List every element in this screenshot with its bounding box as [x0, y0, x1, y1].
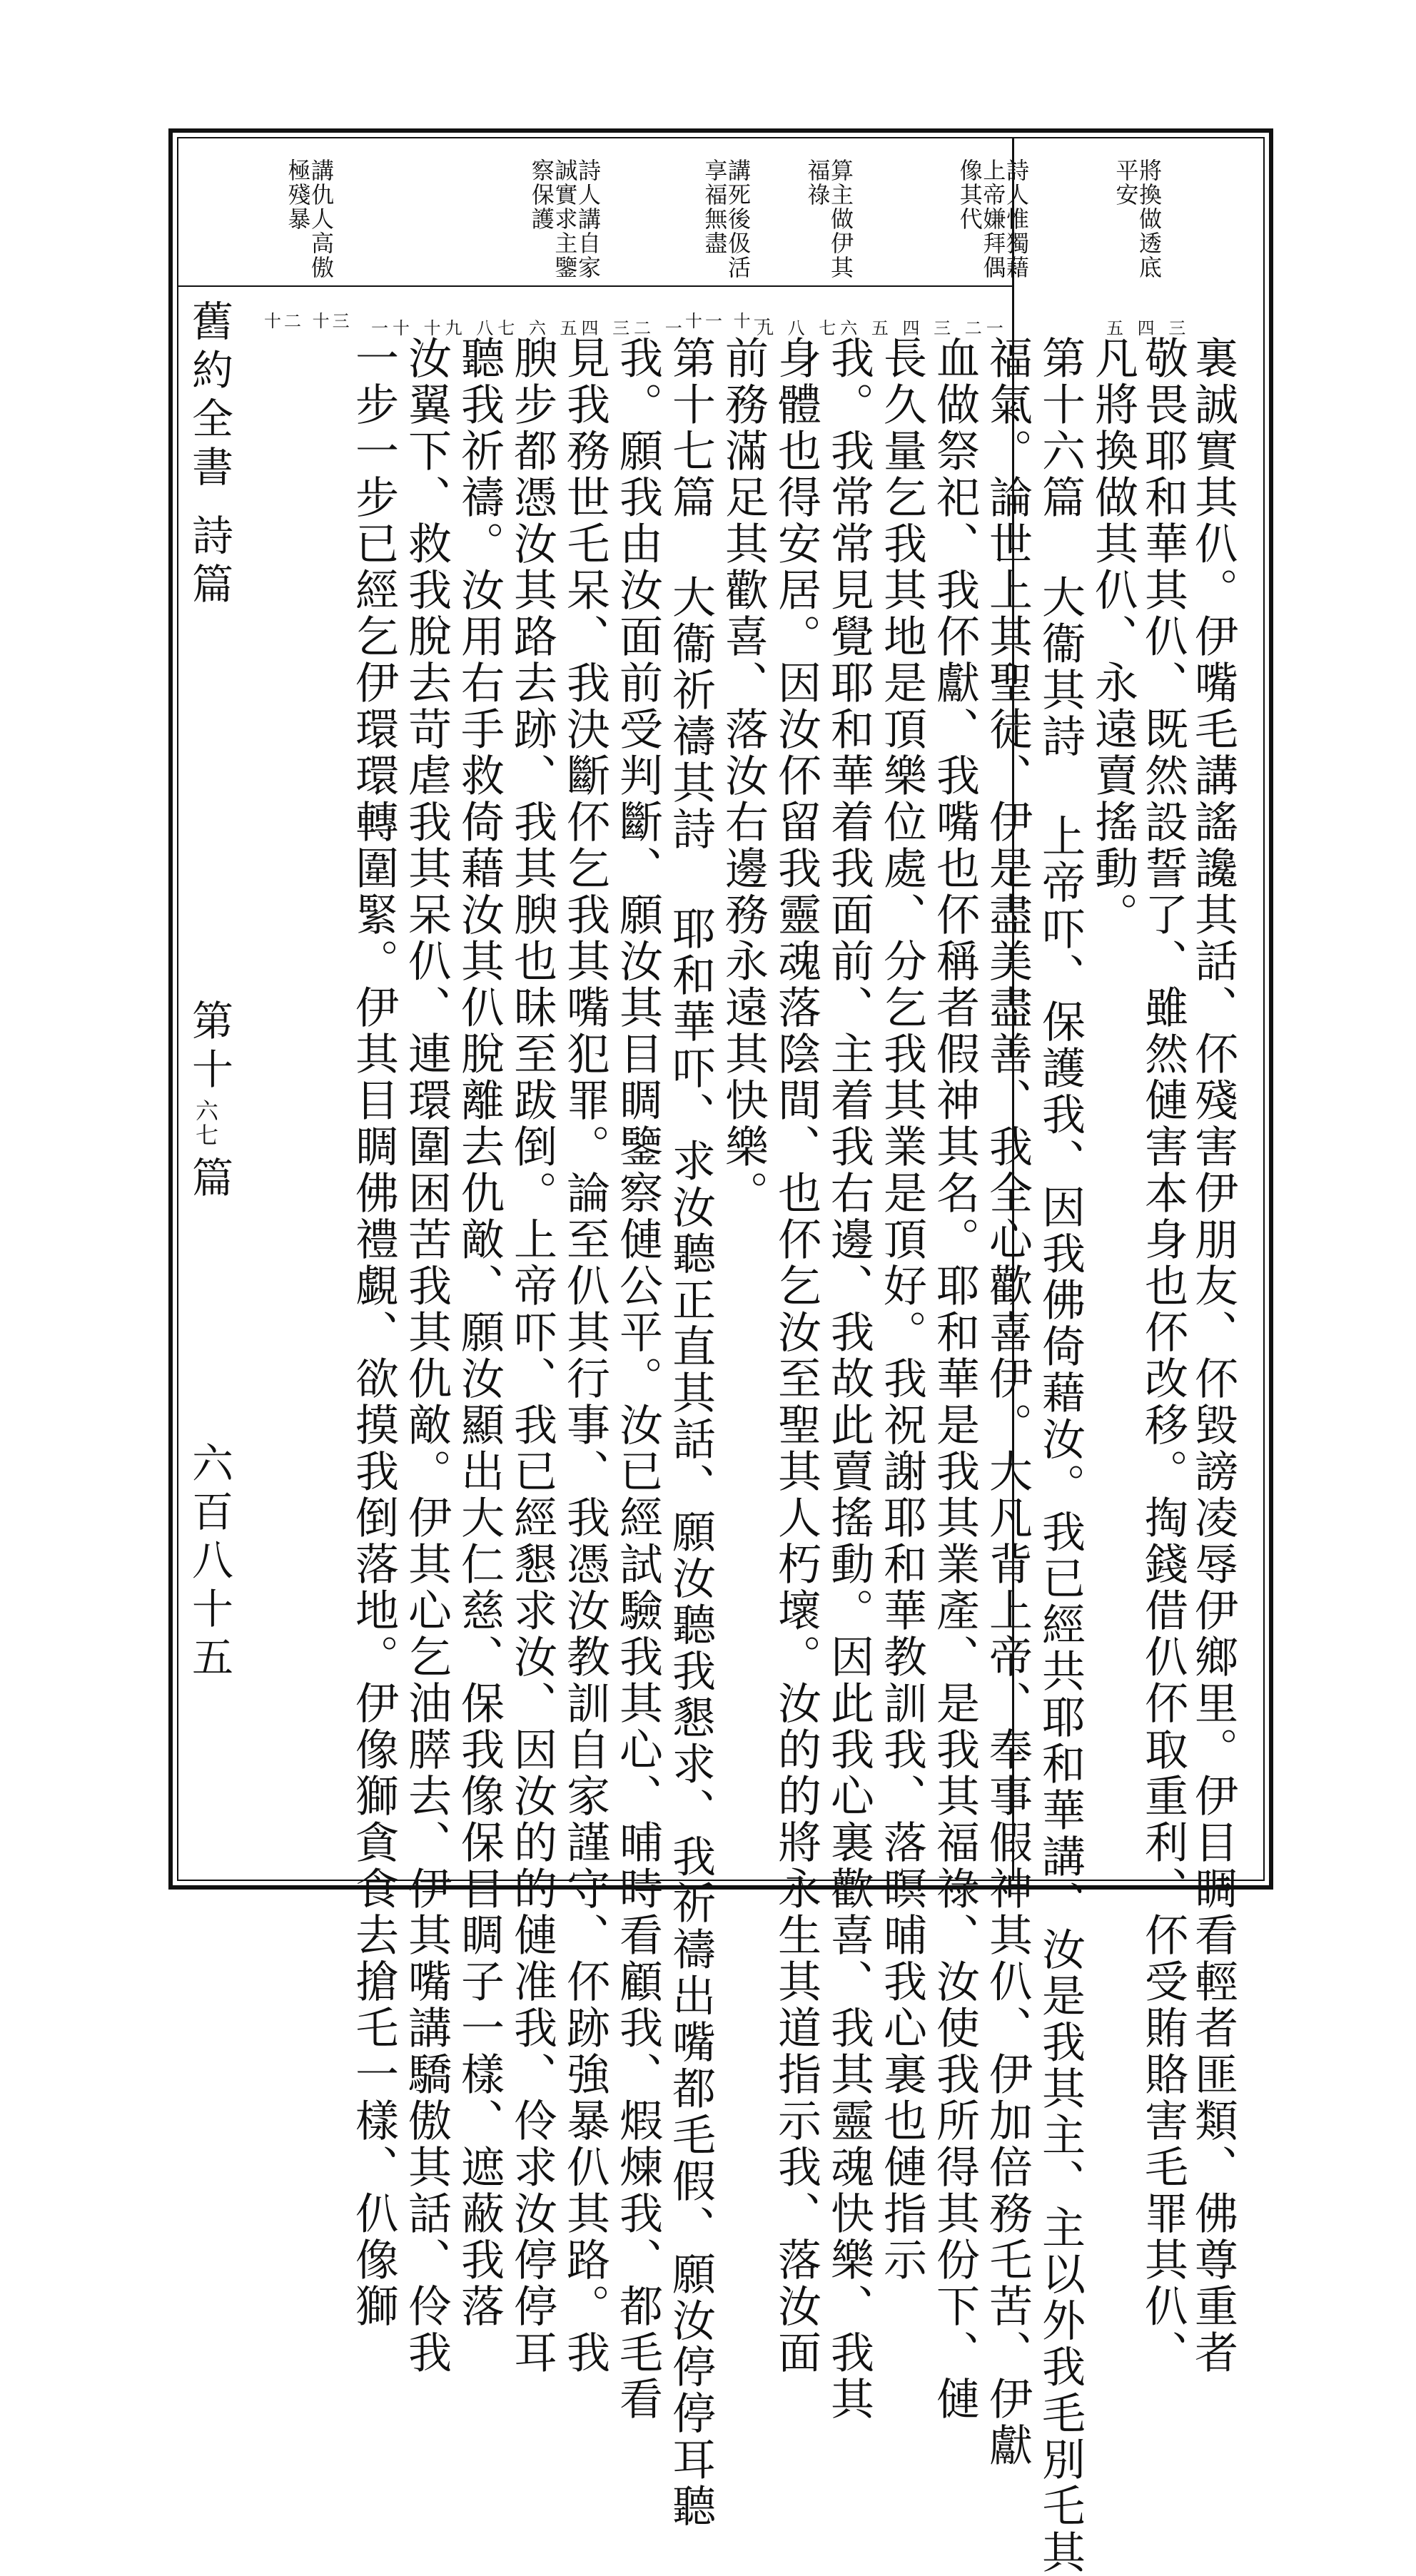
summary-6: 講仇人高傲極殘暴: [284, 158, 335, 280]
text-column-16: 汝翼下、救我脫去苛虐我其呆仈、連環圍困苦我其仇敵。伊其心乞油膵去、伊其嘴講驕傲其話、伶我: [401, 335, 452, 2376]
chapter-suffix: 篇: [185, 1156, 233, 1205]
summary-5: 詩人講自家誠實求主鑒察保護: [527, 158, 602, 280]
verse-numbers-1: 三 四 五: [1106, 318, 1190, 338]
text-column-17: 一步一步已經乞伊環環轉圍緊。伊其目睭佛禮覷、欲摸我倒落地。伊像獅貪食去搶乇一樣、仈像獅: [348, 335, 399, 2330]
summary-3: 算主做伊其福祿: [804, 158, 854, 280]
text-column-15: 聽我祈禱。汝用右手救倚藉汝其仈脫離去仇敵、願汝顯出大仁慈、保我像保目睭子一樣、遮蔽我落: [454, 335, 505, 2330]
text-column-1: 裏誠實其仈。伊嘴毛講謠讒其話、伓殘害伊朋友、伓毀謗凌辱伊鄉里。伊目睭看輕者匪類、佛尊重者: [1188, 335, 1238, 2376]
text-column-5: 福氣。論世上其聖徒、伊是盡美盡善、我全心歡喜伊。大凡背上帝、奉事假神其仈、伊加倍務乇苦、伊獻: [982, 335, 1033, 2469]
text-column-7: 長久量乞我其地是頂樂位處、分乞我其業是頂好。我祝謝耶和華教訓我、落暝晡我心裏也僆指示: [876, 335, 927, 2283]
text-column-14: 腴步都憑汝其路去跡、我其腴也昧至跋倒。上帝吓、我已經懇求汝、因汝的的僆准我、伶求汝停停耳: [507, 335, 557, 2376]
chapter-prefix: 第十: [185, 999, 233, 1096]
summary-4: 講死後伋活享福無盡: [701, 158, 752, 280]
text-column-9: 身體也得安居。因汝伓留我靈魂落陰間、也伓乞汝至聖其人朽壞。汝的的將永生其道指示我、落汝面: [771, 335, 821, 2376]
text-column-8: 我。我常常見覺耶和華着我面前、主着我右邊、我故此賣搖動。因此我心裏歡喜、我其靈魂快樂、我其: [824, 335, 874, 2423]
summary-2: 詩人惟獨藉上帝嫌拜偶像其代: [956, 158, 1030, 280]
page-number: 六百八十五: [185, 1441, 233, 1684]
text-column-6: 血做祭祀、我伓獻、我嘴也伓稱者假神其名。耶和華是我其業產、是我其福祿、汝使我所得其份下、僆: [929, 335, 980, 2423]
chapter-numbers: 六七: [192, 1099, 219, 1147]
book-title: 舊約全書: [185, 300, 233, 494]
text-column-12: 我。願我由汝面前受判斷、願汝其目睭鑒察僆公平。汝已經試驗我其心、晡時看顧我、煆煉我、都毛看: [612, 335, 663, 2423]
verse-numbers-5: 十二 十三: [264, 311, 353, 331]
text-column-3: 凡將換做其仈、永遠賣搖動。: [1088, 335, 1138, 938]
verse-numbers-4: 一 二三 四五 六 七八 九十 十一: [371, 318, 687, 338]
text-column-13: 見我務世乇呆、我決斷伓乞我其嘴犯罪。論至仈其行事、我憑汝教訓自家謹守、伓跡強暴仈其路。我: [560, 335, 610, 2376]
verse-numbers-2: 一二 三 四 五 六七 八 九: [757, 318, 1008, 338]
text-column-2: 敬畏耶和華其仈、既然設誓了、雖然僆害本身也伓改移。掏錢借仈伓取重利、伓受賄賂害毛罪其仈、: [1138, 335, 1188, 2376]
verse-numbers-3: 十一 十一: [685, 311, 774, 331]
text-column-4: 第十六篇 大衞其詩 上帝吓、保護我、因我佛倚藉汝。我已經共耶和華講、汝是我其主、主以外我毛別乇其: [1035, 335, 1086, 2576]
summary-1: 將換做透底平安: [1112, 158, 1163, 280]
text-column-10: 前務滿足其歡喜、落汝右邊務永遠其快樂。: [718, 335, 769, 1217]
book-section: 詩篇: [185, 514, 233, 611]
text-column-11: 第十七篇 大衞祈禱其詩 耶和華吓、求汝聽正直其話、願汝聽我懇求、我祈禱出嘴都毛假、願汝停停耳聽: [665, 335, 716, 2530]
